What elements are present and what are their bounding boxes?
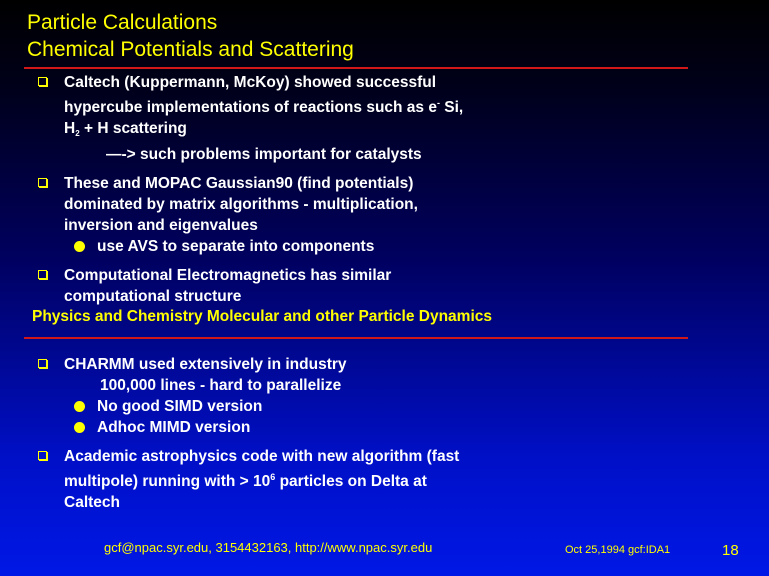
dot-bullet-icon xyxy=(74,401,85,412)
divider-top xyxy=(24,67,688,69)
sub-bullet-simd: No good SIMD version xyxy=(64,396,459,417)
square-bullet-icon xyxy=(38,178,47,187)
bullet-mopac: These and MOPAC Gaussian90 (find potentials) dominated by matrix algorithms - multiplication, inversion and eigenvalues use AVS to separate into components xyxy=(36,173,463,257)
section-heading: Physics and Chemistry Molecular and other Particle Dynamics xyxy=(32,308,492,325)
title-line-2: Chemical Potentials and Scattering xyxy=(27,38,354,61)
bullet-list-1 xyxy=(36,72,463,307)
sub-bullet-mimd: Adhoc MIMD version xyxy=(64,417,459,438)
sub-bullet-avs: use AVS to separate into components xyxy=(64,236,463,257)
page-number: 18 xyxy=(722,542,739,559)
dot-bullet-icon xyxy=(74,241,85,252)
bullet-astrophysics: Academic astrophysics code with new algorithm (fast multipole) running with > $10^6$ particles on Delta at Caltech xyxy=(36,446,459,513)
dot-bullet-icon xyxy=(74,422,85,433)
footer-contact: gcf@npac.syr.edu, 3154432163, http://www.npac.syr.edu xyxy=(104,540,433,555)
square-bullet-icon xyxy=(38,451,47,460)
footer-date: Oct 25,1994 gcf:IDA1 xyxy=(565,544,671,556)
bullet-list-2 xyxy=(36,354,459,513)
slide-title xyxy=(27,9,354,63)
square-bullet-icon xyxy=(38,77,47,86)
bullet-electromagnetics: Computational Electromagnetics has similar computational structure xyxy=(36,265,463,307)
square-bullet-icon xyxy=(38,270,47,279)
square-bullet-icon xyxy=(38,359,47,368)
divider-middle xyxy=(24,337,688,339)
bullet-caltech: Caltech (Kuppermann, McKoy) showed successful hypercube implementations of reactions such as e- Si, H2 + H scattering —-> such problems important for catalysts xyxy=(36,72,463,165)
title-line-1: Particle Calculations xyxy=(27,11,218,34)
bullet-charmm: CHARMM used extensively in industry 100,000 lines - hard to parallelize No good SIMD version Adhoc MIMD version xyxy=(36,354,459,438)
